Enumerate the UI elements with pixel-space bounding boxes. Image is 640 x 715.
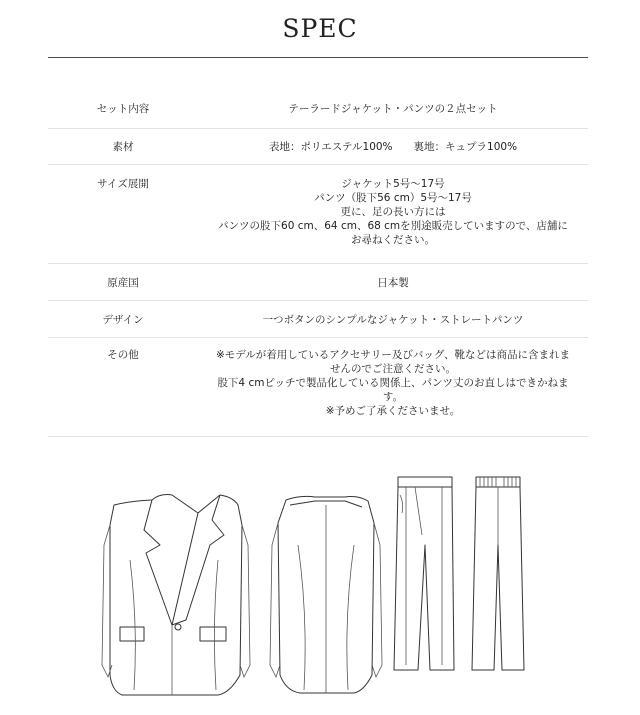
spec-label-origin: 原産国 <box>107 277 139 289</box>
other-line: す。 <box>382 391 404 403</box>
other-line: ※モデルが着用しているアクセサリー及びバッグ、靴などは商品に含まれま <box>215 349 571 361</box>
spec-label-design: デザイン <box>102 314 144 326</box>
garment-technical-drawing <box>100 465 530 705</box>
spec-row-size <box>48 165 588 264</box>
other-line: ※予めご了承くださいませ。 <box>325 405 461 417</box>
size-line: パンツの股下60 cm、64 cm、68 cmを別途販売していますので、店舗に <box>218 220 568 232</box>
size-line: 更に、足の長い方には <box>340 206 446 218</box>
spec-label-material: 素材 <box>112 141 134 153</box>
size-line: パンツ（股下56 cm）5号～17号 <box>314 192 472 204</box>
spec-value-design: 一つボタンのシンプルなジャケット・ストレートパンツ <box>262 314 524 326</box>
spec-row-set <box>48 92 588 129</box>
spec-label-other: その他 <box>107 349 139 361</box>
other-line: 股下4 cmピッチで製品化している関係上、パンツ丈のお直しはできかねま <box>217 377 569 389</box>
spec-row-material <box>48 129 588 165</box>
size-line: ジャケット5号～17号 <box>341 178 445 190</box>
spec-row-other <box>48 338 588 437</box>
jacket-back-drawing <box>270 496 382 693</box>
title-divider <box>48 57 588 58</box>
spec-value-material: 表地：ポリエステル100% 裏地：キュプラ100% <box>268 141 518 153</box>
spec-value-set: テーラードジャケット・パンツの２点セット <box>288 103 498 115</box>
spec-row-design <box>48 301 588 338</box>
pants-front-drawing <box>394 477 454 670</box>
spec-table <box>48 92 588 437</box>
spec-label-size: サイズ展開 <box>97 178 149 190</box>
spec-label-set: セット内容 <box>96 103 150 115</box>
other-line: せんのでご注意ください。 <box>330 363 456 375</box>
jacket-front-drawing <box>102 495 250 695</box>
spec-value-size <box>198 177 588 247</box>
size-line: お尋ねください。 <box>351 234 435 246</box>
spec-value-other <box>198 348 588 418</box>
page-title: SPEC <box>282 14 358 43</box>
spec-value-origin: 日本製 <box>377 277 409 289</box>
garment-sketch-svg <box>100 465 530 705</box>
spec-row-origin <box>48 264 588 301</box>
pants-back-drawing <box>472 477 524 670</box>
